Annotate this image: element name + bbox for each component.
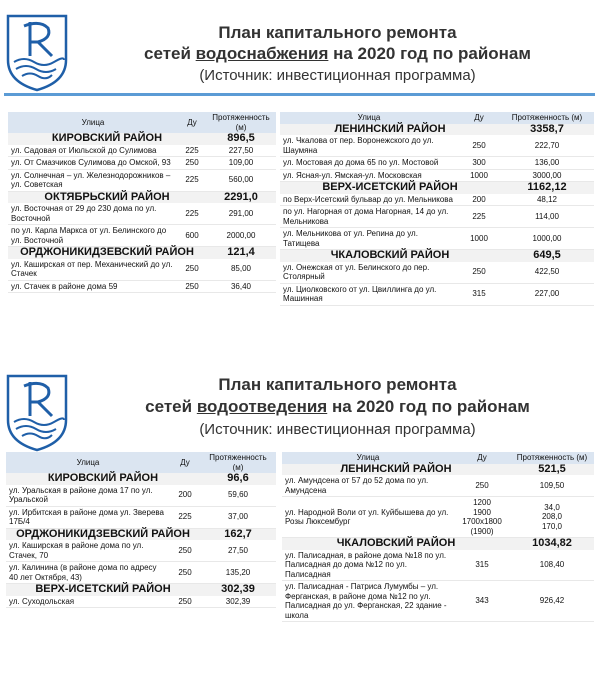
street-cell: ул. Палисадная, в районе дома №18 по ул. Палисадная до дома №12 по ул. Палисадная [282, 550, 454, 581]
street-cell: ул. Ирбитская в районе дома ул. Зверева 17Б/4 [6, 506, 170, 528]
district-name: ЛЕНИНСКИЙ РАЙОН [282, 464, 510, 476]
diameter-cell: 250 [458, 135, 500, 157]
street-cell: ул. Садовая от Июльской до Сулимова [8, 145, 178, 157]
col-length: Протяженность (м) [200, 452, 276, 473]
length-cell: 114,00 [500, 206, 594, 228]
district-row [282, 538, 594, 550]
length-cell: 227,00 [500, 283, 594, 305]
table-row [6, 596, 276, 608]
street-cell: ул. Ясная-ул. Ямская-ул. Московская [280, 169, 458, 182]
col-length: Протяженность (м) [510, 452, 594, 464]
district-row [8, 133, 276, 145]
street-cell: по ул. Нагорная от дома Нагорная, 14 до ул. Мельникова [280, 206, 458, 228]
supply-left-table [8, 112, 276, 293]
street-cell: ул. Уральская в районе дома 17 по ул. Уральской [6, 485, 170, 507]
supply-right-table [280, 112, 594, 306]
col-du: Ду [458, 112, 500, 124]
table-row [280, 206, 594, 228]
length-cell: 27,50 [200, 540, 276, 562]
diameter-cell: 315 [458, 283, 500, 305]
slide2-title-line1: План капитального ремонта [218, 375, 457, 394]
district-total: 649,5 [500, 250, 594, 262]
col-du: Ду [454, 452, 510, 464]
district-row [280, 124, 594, 136]
diameter-cell: 200 [170, 485, 200, 507]
length-cell: 34,0 208,0 170,0 [510, 497, 594, 538]
length-cell: 1000,00 [500, 228, 594, 250]
diameter-cell: 250 [454, 475, 510, 497]
length-cell: 3000,00 [500, 169, 594, 182]
district-total: 3358,7 [500, 124, 594, 136]
table-row [280, 194, 594, 206]
length-cell: 109,00 [206, 157, 276, 170]
table-row [8, 145, 276, 157]
diameter-cell: 343 [454, 581, 510, 622]
col-length: Протяженность (м) [500, 112, 594, 124]
district-name: ВЕРХ-ИСЕТСКИЙ РАЙОН [6, 584, 200, 596]
col-du: Ду [170, 452, 200, 473]
table-row [280, 283, 594, 305]
street-cell: ул. От Смазчиков Сулимова до Омской, 93 [8, 157, 178, 170]
length-cell: 37,00 [200, 506, 276, 528]
diameter-cell: 1000 [458, 228, 500, 250]
length-cell: 560,00 [206, 169, 276, 191]
length-cell: 135,20 [200, 562, 276, 584]
disposal-left-table [6, 452, 276, 608]
table-row [8, 280, 276, 293]
district-total: 302,39 [200, 584, 276, 596]
slide1-title-line1: План капитального ремонта [218, 23, 457, 42]
length-cell: 48,12 [500, 194, 594, 206]
district-total: 1162,12 [500, 182, 594, 194]
street-cell: ул. Палисадная - Патриса Лумумбы – ул. Ферганская, в районе дома №12 по ул. Палисадная до ул. Ферганская, 22 здание - школа [282, 581, 454, 622]
district-row [6, 528, 276, 540]
street-cell: ул. Циолковского от ул. Цвиллинга до ул. Машинная [280, 283, 458, 305]
table-row [282, 581, 594, 622]
length-cell: 422,50 [500, 262, 594, 284]
district-total: 521,5 [510, 464, 594, 476]
street-cell: ул. Суходольская [6, 596, 170, 608]
district-name: ЧКАЛОВСКИЙ РАЙОН [282, 538, 510, 550]
length-cell: 59,60 [200, 485, 276, 507]
table-row [6, 540, 276, 562]
length-cell: 227,50 [206, 145, 276, 157]
district-total: 96,6 [200, 473, 276, 485]
length-cell: 36,40 [206, 280, 276, 293]
district-name: ЛЕНИНСКИЙ РАЙОН [280, 124, 500, 136]
diameter-cell: 250 [170, 596, 200, 608]
col-street: Улица [8, 112, 178, 133]
district-row [6, 473, 276, 485]
street-cell: ул. Каширская от пер. Механический до ул. Стачек [8, 259, 178, 281]
table-row [8, 225, 276, 247]
city-emblem-logo [4, 12, 70, 92]
district-row [6, 584, 276, 596]
street-cell: ул. Солнечная – ул. Железнодорожников – ул. Советская [8, 169, 178, 191]
slide-water-disposal [0, 362, 599, 700]
diameter-cell: 1000 [458, 169, 500, 182]
district-name: ЧКАЛОВСКИЙ РАЙОН [280, 250, 500, 262]
street-cell: ул. Каширская в районе дома по ул. Стачек, 70 [6, 540, 170, 562]
diameter-cell: 250 [170, 540, 200, 562]
table-row [8, 169, 276, 191]
length-cell: 2000,00 [206, 225, 276, 247]
diameter-cell: 1200 1900 1700х1800 (1900) [454, 497, 510, 538]
length-cell: 302,39 [200, 596, 276, 608]
diameter-cell: 315 [454, 550, 510, 581]
table-row [280, 157, 594, 170]
table-row [280, 135, 594, 157]
table-row [6, 506, 276, 528]
table-row [8, 157, 276, 170]
street-cell: ул. Онежская от ул. Белинского до пер. Столярный [280, 262, 458, 284]
district-name: КИРОВСКИЙ РАЙОН [6, 473, 200, 485]
street-cell: ул. Чкалова от пер. Воронежского до ул. Шаумяна [280, 135, 458, 157]
street-cell: ул. Мостовая до дома 65 по ул. Мостовой [280, 157, 458, 170]
district-row [8, 191, 276, 203]
slide2-title-line2: сетей водоотведения на 2020 год по районам [145, 397, 530, 416]
diameter-cell: 225 [458, 206, 500, 228]
col-du: Ду [178, 112, 206, 133]
title-divider [4, 93, 595, 96]
street-cell: ул. Народной Воли от ул. Куйбышева до ул. Розы Люксембург [282, 497, 454, 538]
table-row [280, 169, 594, 182]
diameter-cell: 300 [458, 157, 500, 170]
district-total: 1034,82 [510, 538, 594, 550]
length-cell: 109,50 [510, 475, 594, 497]
district-name: ОРДЖОНИКИДЗЕВСКИЙ РАЙОН [8, 247, 206, 259]
diameter-cell: 250 [458, 262, 500, 284]
city-emblem-logo [4, 372, 70, 452]
district-total: 121,4 [206, 247, 276, 259]
col-street: Улица [6, 452, 170, 473]
slide1-title-line3: (Источник: инвестиционная программа) [199, 67, 476, 84]
table-row [282, 550, 594, 581]
district-name: КИРОВСКИЙ РАЙОН [8, 133, 206, 145]
street-cell: ул. Калинина (в районе дома по адресу 40 лет Октября, 43) [6, 562, 170, 584]
col-street: Улица [282, 452, 454, 464]
table-row [280, 262, 594, 284]
diameter-cell: 225 [170, 506, 200, 528]
length-cell: 291,00 [206, 203, 276, 225]
district-row [280, 182, 594, 194]
diameter-cell: 225 [178, 169, 206, 191]
street-cell: ул. Стачек в районе дома 59 [8, 280, 178, 293]
slide2-title-line3: (Источник: инвестиционная программа) [199, 421, 476, 438]
diameter-cell: 250 [178, 157, 206, 170]
slide1-title-line2: сетей водоснабжения на 2020 год по районам [144, 44, 531, 63]
diameter-cell: 250 [178, 259, 206, 281]
length-cell: 926,42 [510, 581, 594, 622]
diameter-cell: 250 [170, 562, 200, 584]
district-row [282, 464, 594, 476]
table-row [280, 228, 594, 250]
length-cell: 222,70 [500, 135, 594, 157]
table-row [282, 497, 594, 538]
district-name: ОКТЯБРЬСКИЙ РАЙОН [8, 191, 206, 203]
district-name: ВЕРХ-ИСЕТСКИЙ РАЙОН [280, 182, 500, 194]
col-street: Улица [280, 112, 458, 124]
diameter-cell: 600 [178, 225, 206, 247]
diameter-cell: 225 [178, 203, 206, 225]
district-row [280, 250, 594, 262]
diameter-cell: 250 [178, 280, 206, 293]
district-total: 896,5 [206, 133, 276, 145]
street-cell: ул. Мельникова от ул. Репина до ул. Татищева [280, 228, 458, 250]
table-row [6, 562, 276, 584]
diameter-cell: 225 [178, 145, 206, 157]
street-cell: ул. Амундсена от 57 до 52 дома по ул. Амундсена [282, 475, 454, 497]
table-row [282, 475, 594, 497]
length-cell: 136,00 [500, 157, 594, 170]
col-length: Протяженность (м) [206, 112, 276, 133]
district-name: ОРДЖОНИКИДЗЕВСКИЙ РАЙОН [6, 528, 200, 540]
street-cell: ул. Восточная от 29 до 230 дома по ул. Восточной [8, 203, 178, 225]
table-row [6, 485, 276, 507]
length-cell: 85,00 [206, 259, 276, 281]
table-row [8, 259, 276, 281]
table-row [8, 203, 276, 225]
disposal-right-table [282, 452, 594, 622]
diameter-cell: 200 [458, 194, 500, 206]
street-cell: по ул. Карла Маркса от ул. Белинского до ул. Восточной [8, 225, 178, 247]
district-total: 162,7 [200, 528, 276, 540]
length-cell: 108,40 [510, 550, 594, 581]
street-cell: по Верх-Исетский бульвар до ул. Мельникова [280, 194, 458, 206]
district-row [8, 247, 276, 259]
district-total: 2291,0 [206, 191, 276, 203]
